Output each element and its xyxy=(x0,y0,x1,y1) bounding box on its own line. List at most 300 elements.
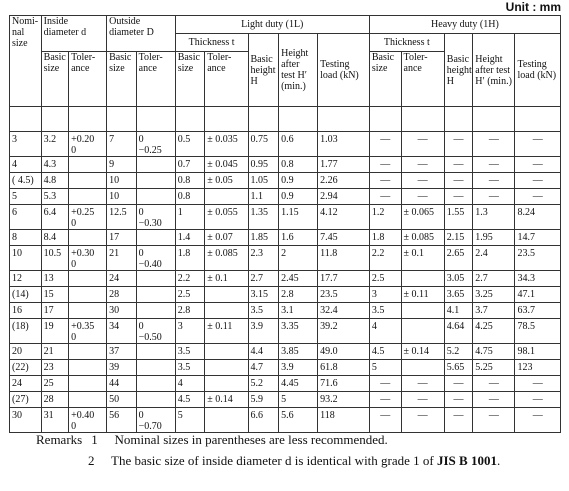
unit-label: Unit : mm xyxy=(505,0,561,14)
remark-number: 1 xyxy=(91,432,98,447)
table-cell: 24 xyxy=(107,271,137,287)
table-cell: 21 xyxy=(107,246,137,271)
table-cell: — xyxy=(515,173,561,189)
table-cell xyxy=(205,287,248,303)
table-cell: 30 xyxy=(107,303,137,319)
table-cell: 0.75 xyxy=(248,132,279,157)
table-cell: ± 0.085 xyxy=(205,246,248,271)
table-cell: — xyxy=(369,189,401,205)
table-cell: — xyxy=(401,157,444,173)
table-cell: ± 0.11 xyxy=(401,287,444,303)
table-cell: 3.5 xyxy=(248,303,279,319)
table-cell: — xyxy=(401,376,444,392)
table-cell: 2 xyxy=(279,246,318,271)
table-cell: 1.8 xyxy=(369,230,401,246)
table-cell: 8.4 xyxy=(41,230,68,246)
table-cell: 93.2 xyxy=(318,392,370,408)
table-row xyxy=(10,303,561,319)
table-cell: 2.94 xyxy=(318,189,370,205)
header-nominal-size: Nomi- nal size xyxy=(10,16,42,107)
table-cell: — xyxy=(444,157,472,173)
table-cell: +0.35 0 xyxy=(69,319,107,344)
table-cell: 3.2 xyxy=(41,132,68,157)
table-cell: 5 xyxy=(175,408,205,433)
table-cell: 1.4 xyxy=(175,230,205,246)
table-cell: 2.5 xyxy=(175,287,205,303)
table-cell: 4.5 xyxy=(369,344,401,360)
table-cell: 14.7 xyxy=(515,230,561,246)
table-cell xyxy=(69,173,107,189)
table-cell xyxy=(69,189,107,205)
remark-bold-ref: JIS B 1001 xyxy=(437,453,497,468)
table-cell: — xyxy=(369,132,401,157)
table-cell: 37 xyxy=(107,344,137,360)
table-cell: 2.15 xyxy=(444,230,472,246)
table-cell: — xyxy=(473,408,515,433)
table-cell: 4 xyxy=(175,376,205,392)
table-cell: 10.5 xyxy=(41,246,68,271)
table-cell: 12.5 xyxy=(107,205,137,230)
table-cell: 0.9 xyxy=(279,189,318,205)
table-cell: 17 xyxy=(107,230,137,246)
table-cell: — xyxy=(473,173,515,189)
remark-text: The basic size of inside diameter d is identical with grade 1 of xyxy=(111,453,434,468)
remark-1 xyxy=(36,432,388,448)
table-cell: 10 xyxy=(10,246,42,271)
table-cell: — xyxy=(473,376,515,392)
table-cell: 3.15 xyxy=(248,287,279,303)
table-cell: 4.45 xyxy=(279,376,318,392)
table-cell: 1.55 xyxy=(444,205,472,230)
table-cell: — xyxy=(444,132,472,157)
table-row xyxy=(10,173,561,189)
table-cell xyxy=(136,230,175,246)
spacer-cell xyxy=(473,107,515,132)
table-cell: 4.7 xyxy=(248,360,279,376)
table-cell: — xyxy=(401,408,444,433)
table-cell: 1 xyxy=(175,205,205,230)
header-heavy-thickness: Thickness t xyxy=(369,34,444,52)
table-cell xyxy=(401,271,444,287)
table-row xyxy=(10,246,561,271)
table-cell: 23.5 xyxy=(515,246,561,271)
table-cell xyxy=(136,287,175,303)
table-cell: 47.1 xyxy=(515,287,561,303)
table-cell: 1.2 xyxy=(369,205,401,230)
table-cell xyxy=(205,303,248,319)
table-cell: 0.6 xyxy=(279,132,318,157)
table-cell: — xyxy=(444,376,472,392)
table-cell xyxy=(136,173,175,189)
table-cell: (18) xyxy=(10,319,42,344)
table-cell: 4.1 xyxy=(444,303,472,319)
table-cell: 5.9 xyxy=(248,392,279,408)
table-cell: 4 xyxy=(369,319,401,344)
washer-dimension-table xyxy=(9,15,561,433)
table-cell: 0.9 xyxy=(279,173,318,189)
spacer-cell xyxy=(69,107,107,132)
table-cell: 17 xyxy=(41,303,68,319)
table-cell: — xyxy=(515,392,561,408)
table-cell: 3.9 xyxy=(248,319,279,344)
header-heavy-testing-load: Testing load (kN) xyxy=(515,34,561,107)
table-cell: ± 0.05 xyxy=(205,173,248,189)
table-cell xyxy=(136,344,175,360)
table-cell: 16 xyxy=(10,303,42,319)
table-cell xyxy=(136,392,175,408)
table-cell: — xyxy=(515,376,561,392)
table-cell: 17.7 xyxy=(318,271,370,287)
table-cell xyxy=(205,360,248,376)
table-cell: 5.25 xyxy=(473,360,515,376)
table-cell: — xyxy=(515,408,561,433)
table-cell: 2.7 xyxy=(473,271,515,287)
table-cell: 2.26 xyxy=(318,173,370,189)
table-cell: 0.7 xyxy=(175,157,205,173)
table-cell: +0.25 0 xyxy=(69,205,107,230)
table-cell: 5.65 xyxy=(444,360,472,376)
spacer-cell xyxy=(10,107,42,132)
table-cell: 2.8 xyxy=(279,287,318,303)
table-cell: 3.65 xyxy=(444,287,472,303)
table-cell xyxy=(69,344,107,360)
table-cell: 5.3 xyxy=(41,189,68,205)
table-cell: 23.5 xyxy=(318,287,370,303)
table-cell: ± 0.085 xyxy=(401,230,444,246)
table-cell: 78.5 xyxy=(515,319,561,344)
table-cell: 63.7 xyxy=(515,303,561,319)
table-cell: — xyxy=(515,189,561,205)
table-cell xyxy=(69,157,107,173)
table-cell: 25 xyxy=(41,376,68,392)
table-cell: — xyxy=(444,408,472,433)
table-cell xyxy=(69,287,107,303)
table-cell: 28 xyxy=(107,287,137,303)
table-cell: 9 xyxy=(107,157,137,173)
table-cell: 71.6 xyxy=(318,376,370,392)
table-cell: 10 xyxy=(107,189,137,205)
table-cell: 11.8 xyxy=(318,246,370,271)
table-cell: 1.8 xyxy=(175,246,205,271)
table-row xyxy=(10,319,561,344)
table-cell: 0 −0.30 xyxy=(136,205,175,230)
table-cell: 0 −0.25 xyxy=(136,132,175,157)
table-row xyxy=(10,408,561,433)
spacer-cell xyxy=(107,107,137,132)
table-cell xyxy=(69,271,107,287)
header-light-thickness-basic: Basic size xyxy=(175,52,205,107)
table-cell: 24 xyxy=(10,376,42,392)
table-cell: 6.6 xyxy=(248,408,279,433)
table-cell: ( 4.5) xyxy=(10,173,42,189)
table-cell: 3.7 xyxy=(473,303,515,319)
table-cell: — xyxy=(369,157,401,173)
table-cell: 6 xyxy=(10,205,42,230)
table-cell: 7 xyxy=(107,132,137,157)
remark-end: . xyxy=(496,453,501,468)
remarks-label: Remarks xyxy=(36,432,83,447)
table-cell: ± 0.07 xyxy=(205,230,248,246)
header-outside-diameter: Outside diameter D xyxy=(107,16,176,52)
header-light-thickness: Thickness t xyxy=(175,34,248,52)
table-cell: — xyxy=(401,392,444,408)
header-light-duty: Light duty (1L) xyxy=(175,16,369,34)
header-heavy-duty: Heavy duty (1H) xyxy=(369,16,560,34)
table-cell: 0.8 xyxy=(175,189,205,205)
table-cell: 0.8 xyxy=(279,157,318,173)
table-cell: 15 xyxy=(41,287,68,303)
table-cell xyxy=(69,360,107,376)
table-cell: +0.20 0 xyxy=(69,132,107,157)
table-row xyxy=(10,344,561,360)
spacer-cell xyxy=(444,107,472,132)
table-row xyxy=(10,132,561,157)
table-cell: 21 xyxy=(41,344,68,360)
table-cell xyxy=(136,360,175,376)
table-cell: ± 0.14 xyxy=(205,392,248,408)
spacer-cell xyxy=(369,107,401,132)
spacer-cell xyxy=(401,107,444,132)
table-cell xyxy=(69,303,107,319)
table-cell: 2.5 xyxy=(369,271,401,287)
table-cell: 4.12 xyxy=(318,205,370,230)
table-cell: 0.5 xyxy=(175,132,205,157)
table-cell: 4.4 xyxy=(248,344,279,360)
table-cell: 1.95 xyxy=(473,230,515,246)
table-cell: 2.7 xyxy=(248,271,279,287)
table-cell: 61.8 xyxy=(318,360,370,376)
table-cell: (27) xyxy=(10,392,42,408)
table-cell: 5.2 xyxy=(248,376,279,392)
header-inside-diameter: Inside diameter d xyxy=(41,16,106,52)
table-cell: 49.0 xyxy=(318,344,370,360)
table-cell: — xyxy=(401,132,444,157)
spacer-cell xyxy=(205,107,248,132)
table-cell xyxy=(69,376,107,392)
table-cell: 4.75 xyxy=(473,344,515,360)
table-cell: 8.24 xyxy=(515,205,561,230)
spacer-cell xyxy=(41,107,68,132)
table-cell: 2.3 xyxy=(248,246,279,271)
table-cell: — xyxy=(369,408,401,433)
table-row xyxy=(10,157,561,173)
table-cell: — xyxy=(369,392,401,408)
table-row xyxy=(10,271,561,287)
table-cell xyxy=(205,408,248,433)
table-cell: 1.05 xyxy=(248,173,279,189)
table-cell: 5 xyxy=(10,189,42,205)
table-cell: 5 xyxy=(279,392,318,408)
table-cell: 118 xyxy=(318,408,370,433)
table-cell: 5.6 xyxy=(279,408,318,433)
table-cell: 5.2 xyxy=(444,344,472,360)
table-cell: 1.1 xyxy=(248,189,279,205)
table-cell xyxy=(205,344,248,360)
table-cell: ± 0.055 xyxy=(205,205,248,230)
table-cell: 2.8 xyxy=(175,303,205,319)
table-row xyxy=(10,392,561,408)
table-cell xyxy=(401,319,444,344)
table-cell: 0 −0.40 xyxy=(136,246,175,271)
table-cell: 19 xyxy=(41,319,68,344)
table-cell: 3.25 xyxy=(473,287,515,303)
table-cell: (22) xyxy=(10,360,42,376)
header-od-tolerance: Toler- ance xyxy=(136,52,175,107)
table-row xyxy=(10,205,561,230)
table-cell: 4.5 xyxy=(175,392,205,408)
header-heavy-height-after-test: Height after test H′ (min.) xyxy=(473,34,515,107)
table-cell xyxy=(136,157,175,173)
table-cell xyxy=(136,303,175,319)
table-cell: +0.40 0 xyxy=(69,408,107,433)
table-cell: 8 xyxy=(10,230,42,246)
table-cell: 2.65 xyxy=(444,246,472,271)
table-cell: 7.45 xyxy=(318,230,370,246)
table-cell: 0.95 xyxy=(248,157,279,173)
table-row xyxy=(10,189,561,205)
table-cell: — xyxy=(444,173,472,189)
table-cell: 98.1 xyxy=(515,344,561,360)
table-cell: 1.3 xyxy=(473,205,515,230)
table-cell: 23 xyxy=(41,360,68,376)
table-cell: 0 −0.50 xyxy=(136,319,175,344)
table-cell: 1.03 xyxy=(318,132,370,157)
table-cell: — xyxy=(369,173,401,189)
table-row xyxy=(10,287,561,303)
table-cell: ± 0.065 xyxy=(401,205,444,230)
table-cell: 1.15 xyxy=(279,205,318,230)
table-cell: — xyxy=(473,157,515,173)
table-cell: — xyxy=(515,132,561,157)
header-heavy-thickness-basic: Basic size xyxy=(369,52,401,107)
table-cell: 13 xyxy=(41,271,68,287)
table-cell: 3.9 xyxy=(279,360,318,376)
table-cell: 3.1 xyxy=(279,303,318,319)
table-cell: 3 xyxy=(369,287,401,303)
table-cell: ± 0.035 xyxy=(205,132,248,157)
table-cell: ± 0.1 xyxy=(401,246,444,271)
table-cell xyxy=(69,392,107,408)
table-cell: 4.8 xyxy=(41,173,68,189)
remark-text: Nominal sizes in parentheses are less recommended. xyxy=(114,432,388,447)
table-cell: 4.3 xyxy=(41,157,68,173)
table-cell: 1.85 xyxy=(248,230,279,246)
table-cell: 50 xyxy=(107,392,137,408)
table-cell: — xyxy=(444,189,472,205)
table-cell: — xyxy=(401,189,444,205)
header-id-basic-size: Basic size xyxy=(41,52,68,107)
header-light-thickness-tolerance: Toler- ance xyxy=(205,52,248,107)
table-cell: 1.35 xyxy=(248,205,279,230)
table-cell: 0 −0.70 xyxy=(136,408,175,433)
table-cell: 6.4 xyxy=(41,205,68,230)
table-row xyxy=(10,360,561,376)
table-cell: 3 xyxy=(10,132,42,157)
table-cell: — xyxy=(369,376,401,392)
table-cell: ± 0.11 xyxy=(205,319,248,344)
remark-number: 2 xyxy=(88,453,95,468)
table-cell: — xyxy=(473,392,515,408)
table-cell: 12 xyxy=(10,271,42,287)
header-light-basic-height: Basic height H xyxy=(248,34,279,107)
table-cell: 2.2 xyxy=(175,271,205,287)
table-cell xyxy=(205,189,248,205)
table-cell xyxy=(205,376,248,392)
table-cell: ± 0.14 xyxy=(401,344,444,360)
table-cell: 2.2 xyxy=(369,246,401,271)
table-cell: 20 xyxy=(10,344,42,360)
table-cell: 3.5 xyxy=(175,360,205,376)
table-cell: ± 0.1 xyxy=(205,271,248,287)
table-cell: ± 0.045 xyxy=(205,157,248,173)
table-cell: 0.8 xyxy=(175,173,205,189)
table-cell: 1.77 xyxy=(318,157,370,173)
table-cell: 123 xyxy=(515,360,561,376)
table-cell xyxy=(136,271,175,287)
spacer-cell xyxy=(175,107,205,132)
remark-2 xyxy=(88,453,500,469)
table-cell: — xyxy=(473,189,515,205)
header-id-tolerance: Toler- ance xyxy=(69,52,107,107)
header-light-testing-load: Testing load (kN) xyxy=(318,34,370,107)
spacer-cell xyxy=(279,107,318,132)
table-cell: 3.35 xyxy=(279,319,318,344)
table-cell: 34 xyxy=(107,319,137,344)
spacer-cell xyxy=(515,107,561,132)
table-row xyxy=(10,376,561,392)
table-cell xyxy=(136,376,175,392)
table-cell xyxy=(69,230,107,246)
table-cell: 56 xyxy=(107,408,137,433)
header-heavy-basic-height: Basic height H xyxy=(444,34,472,107)
table-cell: — xyxy=(401,173,444,189)
table-cell: 4.25 xyxy=(473,319,515,344)
table-cell: 44 xyxy=(107,376,137,392)
table-cell: 34.3 xyxy=(515,271,561,287)
table-row xyxy=(10,230,561,246)
table-cell: — xyxy=(515,157,561,173)
table-cell: 3.5 xyxy=(369,303,401,319)
header-od-basic-size: Basic size xyxy=(107,52,137,107)
spacer-cell xyxy=(318,107,370,132)
table-cell: 10 xyxy=(107,173,137,189)
table-cell: 3.85 xyxy=(279,344,318,360)
table-cell: — xyxy=(473,132,515,157)
header-heavy-thickness-tolerance: Toler- ance xyxy=(401,52,444,107)
table-cell: 31 xyxy=(41,408,68,433)
table-cell: 39.2 xyxy=(318,319,370,344)
table-cell: +0.30 0 xyxy=(69,246,107,271)
table-cell: 28 xyxy=(41,392,68,408)
table-cell: 3.5 xyxy=(175,344,205,360)
table-cell: 5 xyxy=(369,360,401,376)
header-light-height-after-test: Height after test H′ (min.) xyxy=(279,34,318,107)
table-cell: 4.64 xyxy=(444,319,472,344)
table-cell: 2.4 xyxy=(473,246,515,271)
table-cell xyxy=(136,189,175,205)
table-cell: 2.45 xyxy=(279,271,318,287)
table-cell: 4 xyxy=(10,157,42,173)
table-cell: 3 xyxy=(175,319,205,344)
spacer-cell xyxy=(136,107,175,132)
table-cell: 1.6 xyxy=(279,230,318,246)
table-cell xyxy=(401,360,444,376)
table-cell xyxy=(401,303,444,319)
table-cell: 3.05 xyxy=(444,271,472,287)
table-cell: — xyxy=(444,392,472,408)
table-cell: 30 xyxy=(10,408,42,433)
table-body xyxy=(10,107,561,433)
